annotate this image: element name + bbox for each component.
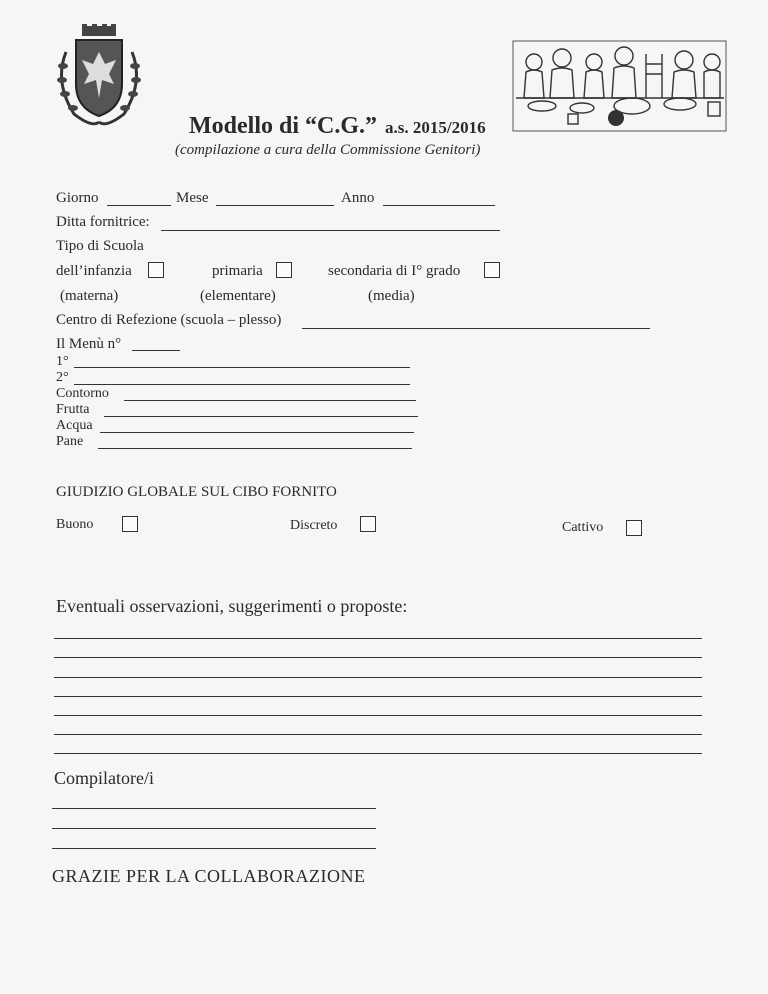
form-title [189, 113, 486, 140]
month-field[interactable] [216, 205, 334, 206]
menu-number-label: Il Menù n° [56, 336, 122, 352]
school-option-secondary-sub: (media) [368, 288, 415, 304]
month-label: Mese [176, 190, 209, 206]
compiler-line-1[interactable] [52, 808, 376, 809]
judgment-fair-label: Discreto [290, 518, 338, 533]
compiler-line-2[interactable] [52, 828, 376, 829]
school-option-primary-sub: (elementare) [200, 288, 276, 304]
supplier-field[interactable] [161, 230, 500, 231]
year-label: Anno [341, 190, 375, 206]
observations-line-6[interactable] [54, 734, 702, 735]
school-option-primary-label: primaria [212, 263, 263, 279]
observations-line-7[interactable] [54, 753, 702, 754]
menu-side-dish-label: Contorno [56, 386, 109, 401]
children-dining-illustration [512, 40, 727, 132]
observations-line-4[interactable] [54, 696, 702, 697]
judgment-bad-checkbox[interactable] [626, 520, 642, 536]
judgment-fair-checkbox[interactable] [360, 516, 376, 532]
form-title-main: Modello di “C.G.” [189, 113, 378, 139]
menu-number-field[interactable] [132, 350, 180, 351]
observations-label: Eventuali osservazioni, suggerimenti o proposte: [56, 596, 408, 616]
school-option-infancy-label: dell’infanzia [56, 263, 132, 279]
observations-line-1[interactable] [54, 638, 702, 639]
school-option-secondary-checkbox[interactable] [484, 262, 500, 278]
observations-line-2[interactable] [54, 657, 702, 658]
school-option-infancy-checkbox[interactable] [148, 262, 164, 278]
canteen-label: Centro di Refezione (scuola – plesso) [56, 312, 282, 328]
menu-bread-label: Pane [56, 434, 84, 449]
year-field[interactable] [383, 205, 495, 206]
compiler-line-3[interactable] [52, 848, 376, 849]
observations-line-5[interactable] [54, 715, 702, 716]
judgment-good-checkbox[interactable] [122, 516, 138, 532]
judgment-title: GIUDIZIO GLOBALE SUL CIBO FORNITO [56, 484, 337, 500]
menu-water-label: Acqua [56, 418, 93, 433]
menu-fruit-field[interactable] [104, 416, 418, 417]
menu-bread-field[interactable] [98, 448, 412, 449]
judgment-good-label: Buono [56, 517, 94, 532]
compiler-label: Compilatore/i [54, 768, 154, 788]
municipal-crest-logo [44, 22, 154, 132]
menu-course-second-label: 2° [56, 370, 69, 385]
menu-fruit-label: Frutta [56, 402, 90, 417]
school-year: a.s. 2015/2016 [385, 118, 486, 137]
day-label: Giorno [56, 190, 99, 206]
judgment-bad-label: Cattivo [562, 520, 604, 535]
day-field[interactable] [107, 205, 171, 206]
observations-line-3[interactable] [54, 677, 702, 678]
form-subtitle: (compilazione a cura della Commissione Genitori) [175, 142, 481, 158]
menu-course-second-field[interactable] [74, 384, 410, 385]
school-option-infancy-sub: (materna) [60, 288, 119, 304]
menu-side-dish-field[interactable] [124, 400, 416, 401]
school-option-secondary-label: secondaria di I° grado [328, 263, 461, 279]
menu-course-first-label: 1° [56, 354, 69, 369]
menu-water-field[interactable] [100, 432, 414, 433]
thank-you-footer: GRAZIE PER LA COLLABORAZIONE [52, 866, 366, 886]
supplier-label: Ditta fornitrice: [56, 214, 150, 230]
menu-course-first-field[interactable] [74, 367, 410, 368]
canteen-field[interactable] [302, 328, 650, 329]
school-type-label: Tipo di Scuola [56, 238, 144, 254]
school-option-primary-checkbox[interactable] [276, 262, 292, 278]
